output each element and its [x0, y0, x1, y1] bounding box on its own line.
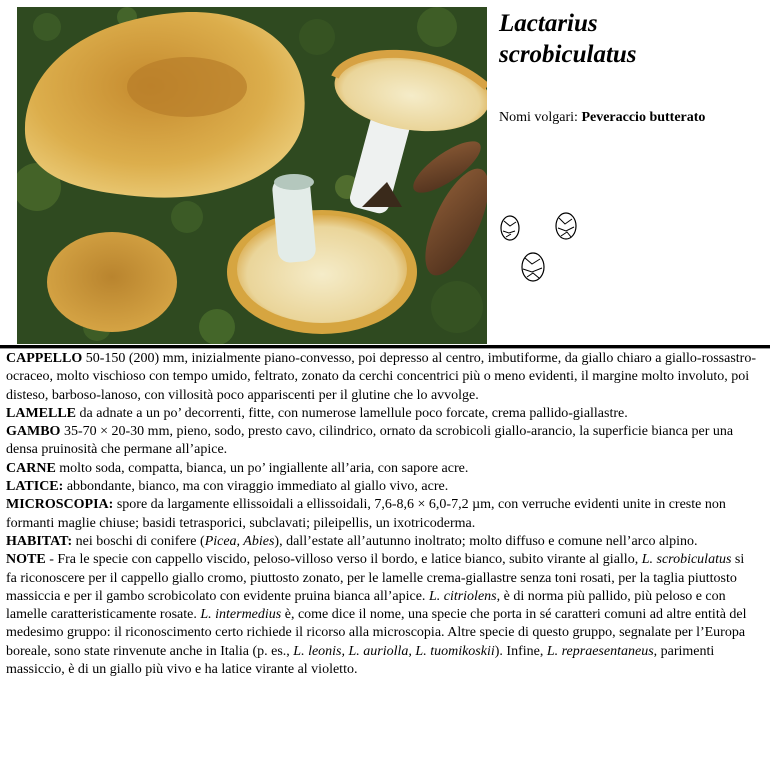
cappello-paragraph: [6, 350, 756, 405]
note-species-2: L. citriolens: [428, 588, 497, 604]
gambo-text: 35-70 × 20-30 mm, pieno, sodo, presto cavo, cilindrico, ornato da scrobicoli giallo-arancio, la superficie bianca per una densa pruinosità che permane all’apice.: [6, 424, 734, 458]
gambo-label: GAMBO: [6, 424, 61, 440]
note-text-5: ). Infine,: [494, 643, 547, 659]
note-species-5: L. repraesentaneus: [546, 643, 654, 659]
carne-text: molto soda, compatta, bianca, un po’ ingiallente all’aria, con sapore acre.: [55, 460, 469, 476]
habitat-italic: Picea, Abies: [204, 533, 275, 549]
species-title: [499, 8, 637, 70]
gambo-paragraph: [6, 423, 756, 460]
common-names: [499, 110, 705, 126]
note-species-3: L. intermedius: [200, 607, 282, 623]
note-label: NOTE: [6, 552, 46, 568]
note-text-1: - Fra le specie con cappello viscido, peloso-villoso verso il bordo, e latice bianco, subito virante al giallo,: [45, 552, 642, 568]
microscopia-text: spore da largamente ellissoidali a ellissoidali, 7,6-8,6 × 6,0-7,2 µm, con verruche evidenti unite in creste non formanti maglie chiuse; basidi tetrasporici, subclavati; pileipellis, un ixotricoderma.: [6, 497, 726, 531]
common-name-value: Peveraccio butterato: [581, 110, 706, 125]
title-epithet: scrobiculatus: [499, 41, 637, 68]
spore-1: [501, 216, 519, 240]
microscopia-paragraph: [6, 496, 756, 533]
spore-drawings: [495, 205, 590, 290]
lamelle-label: LAMELLE: [6, 405, 77, 421]
cappello-text: 50-150 (200) mm, inizialmente piano-convesso, poi depresso al centro, imbutiforme, da giallo chiaro a giallo-rossastro-ocraceo, molto vischioso con tempo umido, feltrato, zonato da cerchi concentrici più o meno evidenti, il margine molto involuto, poi disteso, barboso-lanoso, con villosità poco appariscenti per il glutine che lo avvolge.: [6, 351, 756, 403]
note-text-2: si fa riconoscere per il cappello giallo cromo, piuttosto zonato, per le lamelle crema-giallastre senza toni rosati, per la taglia piuttosto massiccia e per il gambo scrobicolato con evidente pruina bianca all’apice.: [6, 552, 745, 604]
description: [6, 350, 756, 679]
horizontal-divider: [0, 345, 770, 349]
note-paragraph: [6, 551, 756, 679]
latice-label: LATICE:: [6, 479, 64, 495]
note-species-4: L. leonis, L. auriolla, L. tuomikoskii: [293, 643, 495, 659]
carne-paragraph: [6, 460, 756, 478]
note-species-1: L. scrobiculatus: [641, 552, 732, 568]
spore-2: [556, 213, 576, 239]
lamelle-text: da adnate a un po’ decorrenti, fitte, con numerose lamellule poco forcate, crema pallido-giallastre.: [76, 405, 628, 421]
habitat-paragraph: [6, 533, 756, 551]
latice-paragraph: [6, 478, 756, 496]
mushroom-photo: [17, 7, 487, 344]
title-genus: Lactarius: [499, 10, 598, 37]
cappello-label: CAPPELLO: [6, 351, 83, 366]
note-text-4: è, come dice il nome, una specie che porta in sé caratteri comuni ad altre entità del medesimo gruppo: il riconoscimento certo richiede il ricorso alla microscopia. Altre specie di questo gruppo, segnalate per l’Europa boreale, sono state rinvenute anche in Italia (p. es.,: [6, 607, 747, 659]
microscopia-label: MICROSCOPIA:: [6, 497, 114, 513]
spore-3: [522, 253, 544, 281]
small-cap: [47, 232, 177, 332]
habitat-label: HABITAT:: [6, 533, 73, 549]
habitat-text-b: ), dall’estate all’autunno inoltrato; molto diffuso e comune nell’arco alpino.: [274, 533, 698, 549]
common-names-label: Nomi volgari:: [499, 110, 578, 125]
lamelle-paragraph: [6, 405, 756, 423]
habitat-text-a: nei boschi di conifere (: [72, 533, 205, 549]
note-text-6: , parimenti massiccio, è di un giallo più vivo e ha latice virante al violetto.: [6, 643, 715, 678]
note-text-3: , è di norma più pallido, più peloso e con lamelle caratteristicamente rosate.: [6, 588, 726, 623]
carne-label: CARNE: [6, 460, 56, 476]
latice-text: abbondante, bianco, ma con viraggio immediato al giallo vivo, acre.: [63, 479, 449, 495]
